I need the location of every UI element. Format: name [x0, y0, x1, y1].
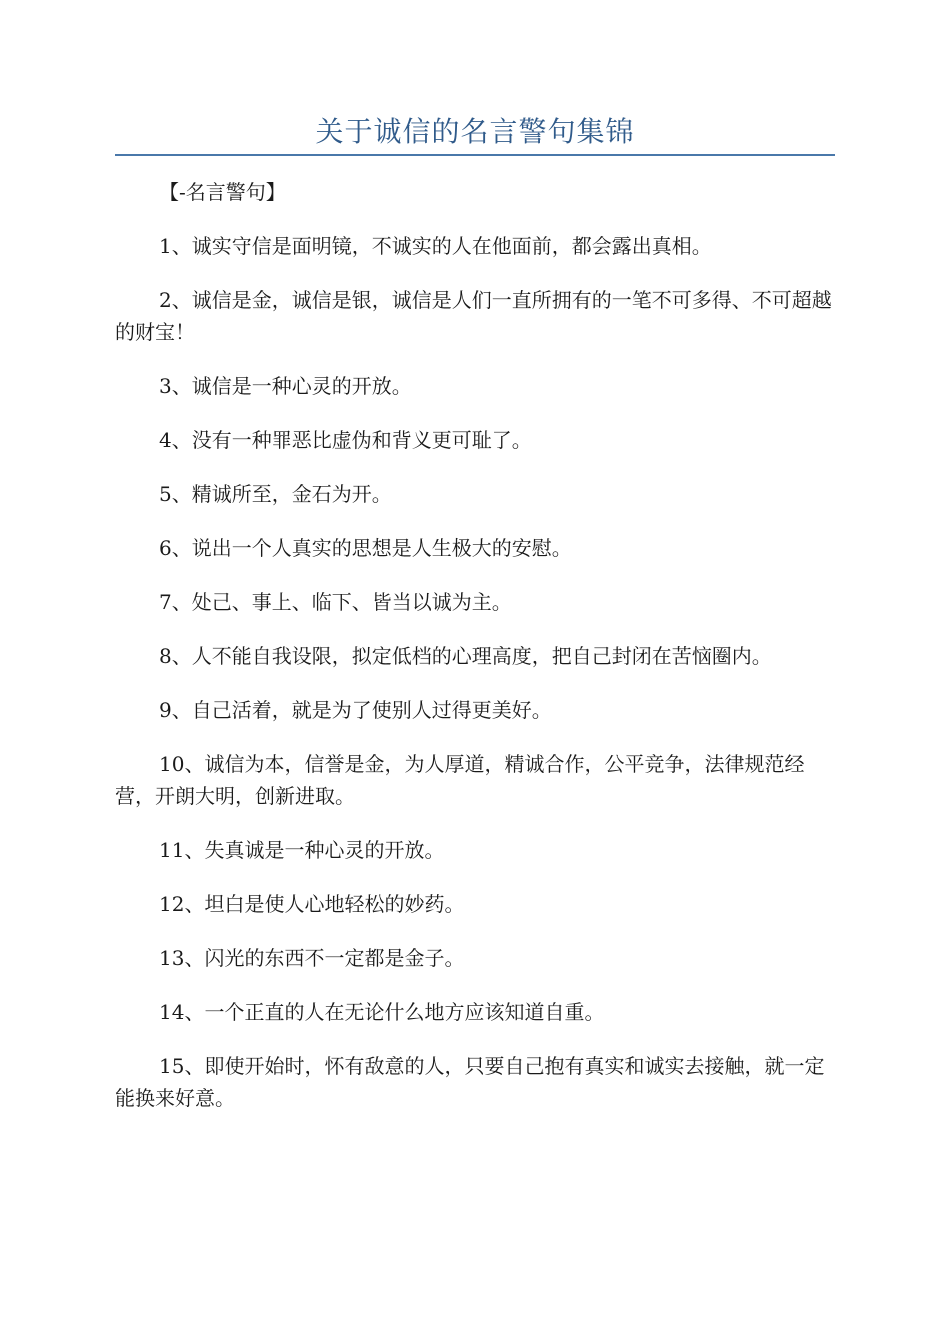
document-body: [115, 176, 833, 1136]
quote-paragraph: 5、精诚所至，金石为开。: [159, 482, 392, 506]
quote-paragraph: 15、即使开始时，怀有敌意的人，只要自己抱有真实和诚实去接触，就一定能换来好意。: [115, 1054, 825, 1110]
quote-paragraph: 6、说出一个人真实的思想是人生极大的安慰。: [159, 536, 572, 560]
quote-paragraph: 10、诚信为本，信誉是金，为人厚道，精诚合作，公平竞争，法律规范经营，开朗大明，创新进取。: [115, 752, 805, 808]
title-underline: [115, 154, 835, 156]
quote-paragraph: 12、坦白是使人心地轻松的妙药。: [159, 892, 465, 916]
quote-paragraph: 4、没有一种罪恶比虚伪和背义更可耻了。: [159, 428, 532, 452]
quote-paragraph: 14、一个正直的人在无论什么地方应该知道自重。: [159, 1000, 605, 1024]
quote-paragraph: 9、自己活着，就是为了使别人过得更美好。: [159, 698, 552, 722]
quote-paragraph: 13、闪光的东西不一定都是金子。: [159, 946, 465, 970]
quote-paragraph: 11、失真诚是一种心灵的开放。: [159, 838, 445, 862]
quote-paragraph: 1、诚实守信是面明镜，不诚实的人在他面前，都会露出真相。: [159, 234, 712, 258]
quote-paragraph: 7、处己、事上、临下、皆当以诚为主。: [159, 590, 512, 614]
quote-paragraph: 3、诚信是一种心灵的开放。: [159, 374, 412, 398]
document-title: 关于诚信的名言警句集锦: [315, 115, 635, 148]
section-label: 【-名言警句】: [159, 180, 286, 204]
quote-paragraph: 2、诚信是金，诚信是银，诚信是人们一直所拥有的一笔不可多得、不可超越的财宝！: [115, 288, 832, 344]
quote-paragraph: 8、人不能自我设限，拟定低档的心理高度，把自己封闭在苦恼圈内。: [159, 644, 772, 668]
